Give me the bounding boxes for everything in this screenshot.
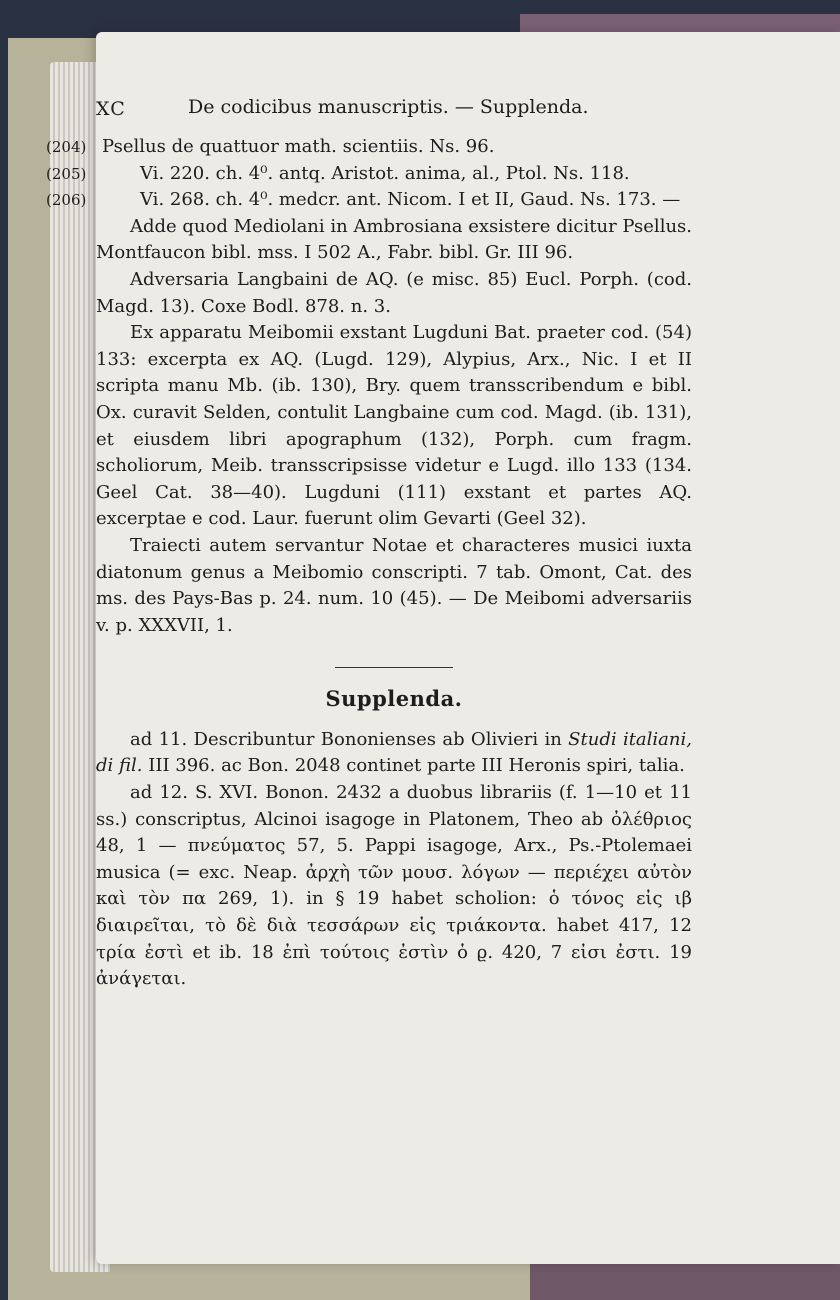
- entry-text: Psellus de quattuor math. scientiis. Ns. 96.: [102, 136, 495, 157]
- entry-number: (204): [46, 138, 87, 156]
- cloth-binding-bottom: [530, 1262, 840, 1300]
- entry-text: Vi. 220. ch. 4⁰. antq. Aristot. anima, al., Ptol. Ns. 118.: [140, 162, 630, 184]
- supplenda-ad-11: [96, 727, 692, 780]
- section-divider: [335, 667, 453, 668]
- paragraph-meibomii: Ex apparatu Meibomii exstant Lugduni Bat. praeter cod. (54) 133: excerpta ex AQ. (Lugd. 129), Alypius, Arx., Nic. I et II scripta manu Mb. (ib. 130), Bry. quem transscribendum e bibl. Ox. curavit Selden, contulit Langbaine cum cod. Magd. (ib. 131), et eiusdem libri apographum (132), Porph. cum fragm. scholiorum, Meib. transscripsisse videtur e Lugd. illo 133 (134. Geel Cat. 38—40). Lugduni (111) exstant et partes AQ. excerptae e cod. Laur. fuerunt olim Gevarti (Geel 32).: [96, 322, 692, 530]
- text-run: III 396. ac Bon. 2048 continet parte III Heronis spiri, talia.: [142, 755, 685, 777]
- paragraph-langbaini: Adversaria Langbaini de AQ. (e misc. 85) Eucl. Porph. (cod. Magd. 13). Coxe Bodl. 878. n. 3.: [96, 268, 692, 317]
- entry-204: [46, 134, 692, 161]
- running-title: De codicibus manuscriptis. — Supplenda.: [188, 96, 589, 118]
- supplenda-ad-12: ad 12. S. XVI. Bonon. 2432 a duobus librariis (f. 1—10 et 11 ss.) conscriptus, Alcinoi isagoge in Platonem, Theo ab ὀλέθριος 48, 1 — πνεύματος 57, 5. Pappi isagoge, Arx., Ps.-Ptolemaei musica (= exc. Neap. ἀρχὴ τῶν μουσ. λόγων — περιέχει αὐτὸν καὶ τὸν πα 269, 1). in § 19 habet scholion: ὁ τόνος εἰς ιβ διαιρεῖται, τὸ δὲ διὰ τεσσάρων εἰς τριάκοντα. habet 417, 12 τρία ἐστὶ et ib. 18 ἐπὶ τούτοις ἐστὶν ὁ ϱ. 420, 7 εἰσι ἐστι. 19 ἀνάγεται.: [96, 782, 692, 990]
- italic-title: Studi italiani, di fil.: [96, 728, 692, 777]
- entry-206: [46, 187, 692, 214]
- page-content: [46, 84, 692, 993]
- text-run: ad 11. Describuntur Bononienses ab Olivieri in: [130, 728, 569, 750]
- entry-number: (206): [46, 191, 87, 210]
- entry-text: Vi. 268. ch. 4⁰. medcr. ant. Nicom. I et II, Gaud. Ns. 173. —: [140, 189, 681, 211]
- entry-205: [46, 161, 692, 188]
- running-head: [96, 84, 692, 124]
- page-number: XC: [96, 98, 126, 120]
- section-heading: Supplenda.: [325, 686, 463, 712]
- entry-number: (205): [46, 164, 87, 183]
- paragraph-traiecti: Traiecti autem servantur Notae et characteres musici iuxta diatonum genus a Meibomio conscripti. 7 tab. Omont, Cat. des ms. des Pays-Bas p. 24. num. 10 (45). — De Meibomi adversariis v. p. XXXVII, 1.: [96, 534, 692, 636]
- paragraph-psellus: Adde quod Mediolani in Ambrosiana exsistere dicitur Psellus. Montfaucon bibl. mss. I 502 A., Fabr. bibl. Gr. III 96.: [96, 215, 692, 264]
